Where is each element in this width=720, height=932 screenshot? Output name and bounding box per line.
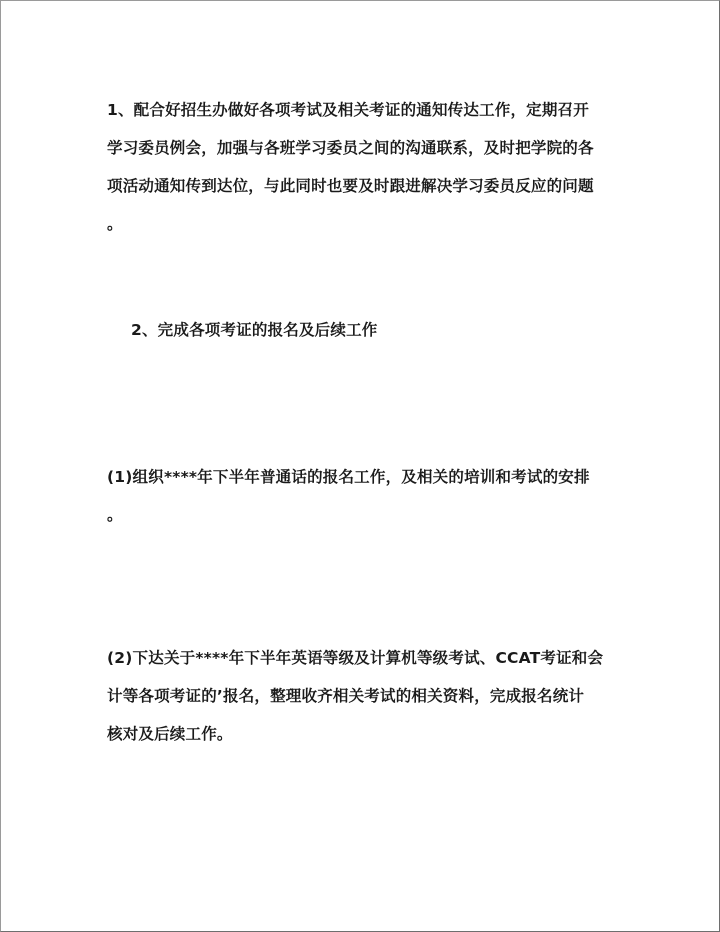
text-line: (1)组织****年下半年普通话的报名工作，及相关的培训和考试的安排 xyxy=(107,468,590,486)
text-line: 学习委员例会，加强与各班学习委员之间的沟通联系，及时把学院的各 xyxy=(107,139,594,157)
text-line: 计等各项考证的’报名，整理收齐相关考试的相关资料，完成报名统计 xyxy=(107,687,585,705)
paragraph-4 xyxy=(107,639,622,753)
text-line: (2)下达关于****年下半年英语等级及计算机等级考试、CCAT考证和会 xyxy=(107,649,604,667)
paragraph-2-heading xyxy=(131,311,646,349)
text-line: 。 xyxy=(107,506,123,524)
paragraph-1 xyxy=(107,91,622,243)
text-line: 项活动通知传到达位，与此同时也要及时跟进解决学习委员反应的问题 xyxy=(107,177,594,195)
text-line: 核对及后续工作。 xyxy=(107,725,233,743)
text-line: 1、配合好招生办做好各项考试及相关考证的通知传达工作，定期召开 xyxy=(107,101,589,119)
text-line: 。 xyxy=(107,215,123,233)
paragraph-3 xyxy=(107,458,622,534)
text-line: 2、完成各项考证的报名及后续工作 xyxy=(131,321,378,339)
